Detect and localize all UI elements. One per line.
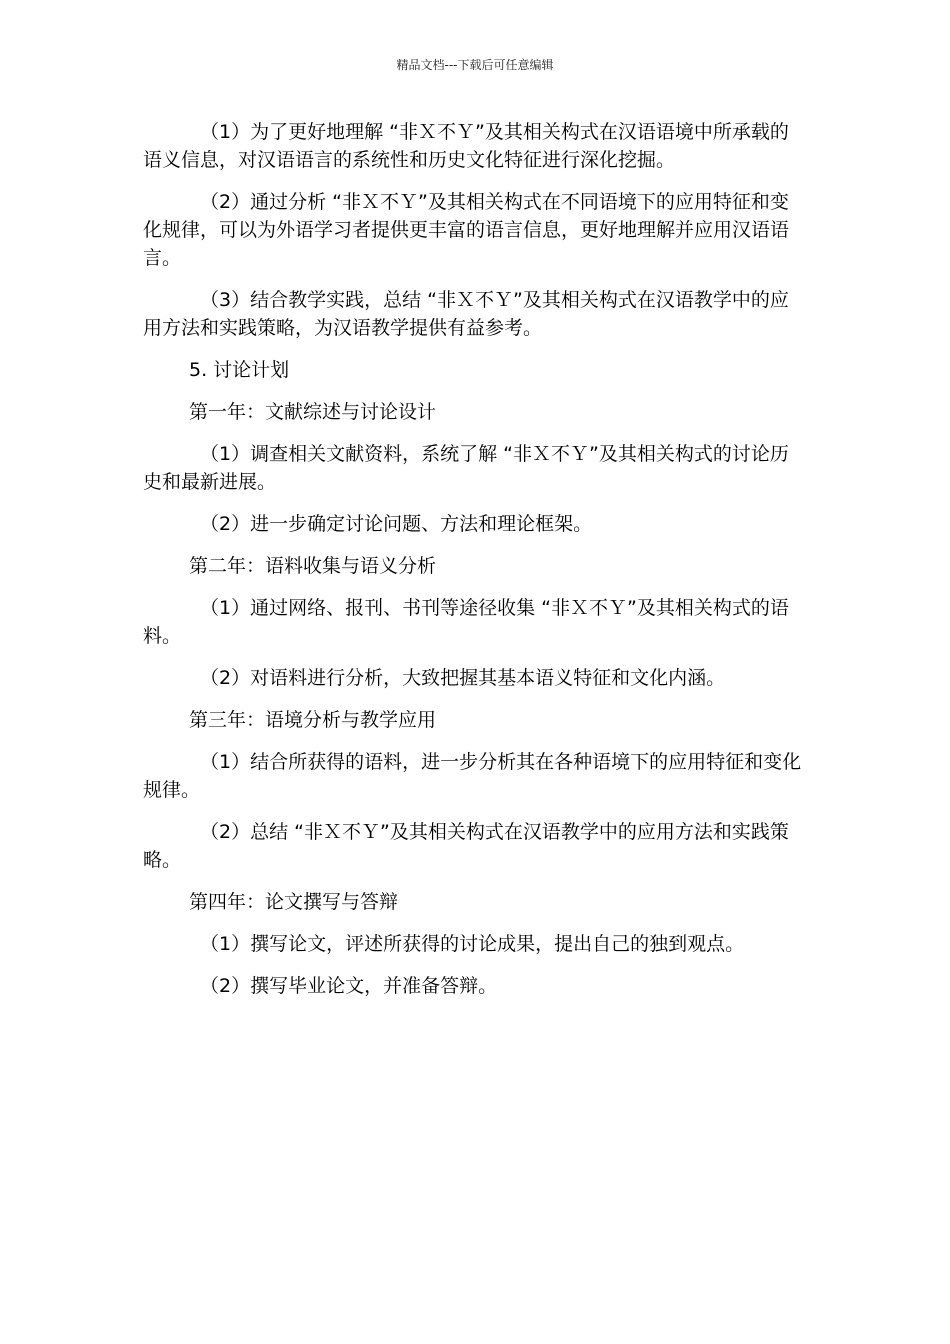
objective-paragraph-1: （1）为了更好地理解 “非Ｘ不Ｙ”及其相关构式在汉语语境中所承载的语义信息，对汉语语言的系统性和历史文化特征进行深化挖掘。 xyxy=(143,121,789,171)
objective-paragraph-2: （2）通过分析 “非Ｘ不Ｙ”及其相关构式在不同语境下的应用特征和变化规律，可以为外语学习者提供更丰富的语言信息，更好地理解并应用汉语语言。 xyxy=(143,191,790,269)
year2-title: 第二年：语料收集与语义分析 xyxy=(189,555,437,577)
year4-item-2: （2）撰写毕业论文，并准备答辩。 xyxy=(200,975,498,997)
year1-title: 第一年：文献综述与讨论设计 xyxy=(189,401,437,423)
year2-item-1: （1）通过网络、报刊、书刊等途径收集 “非Ｘ不Ｙ”及其相关构式的语料。 xyxy=(143,597,789,647)
year3-item-2: （2）总结 “非Ｘ不Ｙ”及其相关构式在汉语教学中的应用方法和实践策略。 xyxy=(143,821,789,871)
year4-item-1: （1）撰写论文，评述所获得的讨论成果，提出自己的独到观点。 xyxy=(200,933,745,955)
year1-item-1: （1）调查相关文献资料，系统了解 “非Ｘ不Ｙ”及其相关构式的讨论历史和最新进展。 xyxy=(143,443,789,493)
year3-title: 第三年：语境分析与教学应用 xyxy=(189,709,437,731)
year2-item-2: （2）对语料进行分析，大致把握其基本语义特征和文化内涵。 xyxy=(200,667,726,689)
year4-title: 第四年：论文撰写与答辩 xyxy=(189,891,399,913)
year1-item-2: （2）进一步确定讨论问题、方法和理论框架。 xyxy=(200,513,593,535)
objective-paragraph-3: （3）结合教学实践，总结 “非Ｘ不Ｙ”及其相关构式在汉语教学中的应用方法和实践策略，为汉语教学提供有益参考。 xyxy=(143,289,789,339)
page-header: 精品文档---下载后可任意编辑 xyxy=(396,58,554,72)
year3-item-1: （1）结合所获得的语料，进一步分析其在各种语境下的应用特征和变化规律。 xyxy=(143,751,802,801)
document-body xyxy=(143,118,805,1014)
section-title: 5. 讨论计划 xyxy=(189,359,290,381)
